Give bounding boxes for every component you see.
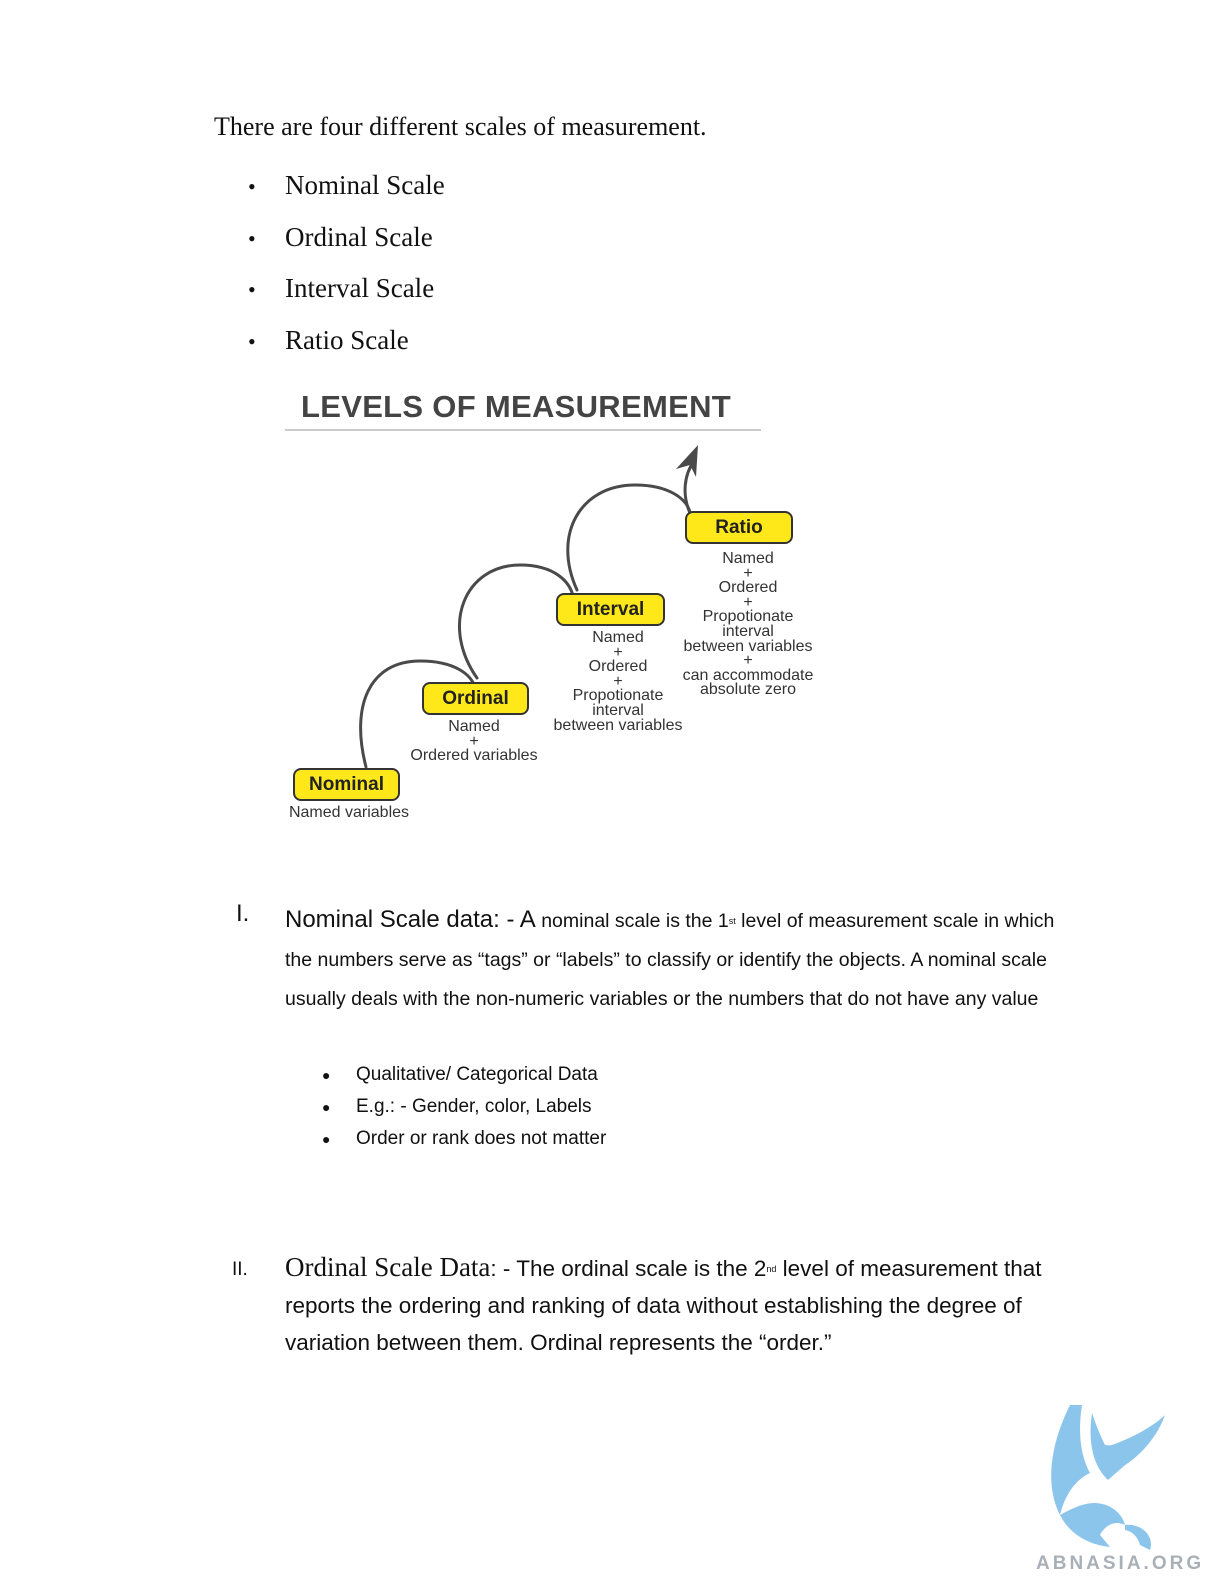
section-heading: Nominal Scale data: - A (285, 906, 536, 933)
level-ratio-desc: Named + Ordered + Propotionate interval between variables + can accommodate absolute zero (682, 550, 814, 699)
list-item: • Interval Scale (248, 273, 435, 303)
level-ordinal: Ordinal (422, 682, 529, 715)
list-item: • Ordinal Scale (248, 221, 433, 252)
nominal-bullets (322, 1064, 606, 1159)
list-item: • Nominal Scale (248, 170, 445, 200)
diagram-title: LEVELS OF MEASUREMENT (301, 389, 731, 424)
level-interval-desc: Named + Ordered + Propotionate interval between variables (553, 629, 683, 734)
griffin-logo-icon (1030, 1385, 1210, 1565)
section-body: Ordinal Scale Data: - The ordinal scale is the 2nd level of measurement that reports the ordering and ranking of data without establishing the degree of variation between them. Ordinal represents the “order.” (285, 1252, 1042, 1355)
intro-text: There are four different scales of measurement. (214, 112, 707, 141)
list-item: • Ratio Scale (248, 324, 409, 355)
level-interval: Interval (556, 593, 665, 626)
section-numeral: I. (236, 900, 250, 927)
section-body: Nominal Scale data: - A nominal scale is the 1st level of measurement scale in which the numbers serve as “tags” or “labels” to classify or identify the objects. A nominal scale usually deals with the non-numeric variables or the numbers that do not have any value (285, 906, 1055, 1010)
section-heading: Ordinal Scale Data (285, 1252, 491, 1282)
level-ordinal-desc: Named + Ordered variables (410, 718, 538, 765)
list-item: ● E.g.: - Gender, color, Labels (322, 1095, 592, 1117)
level-nominal-desc: Named variables (288, 804, 410, 821)
section-numeral: II. (232, 1259, 248, 1280)
watermark-text: ABNASIA.ORG (1036, 1553, 1205, 1574)
list-item: ● Order or rank does not matter (322, 1127, 607, 1149)
level-nominal: Nominal (293, 768, 400, 801)
scale-list (248, 170, 445, 376)
level-ratio: Ratio (685, 511, 793, 544)
levels-diagram (280, 385, 840, 835)
list-item: ● Qualitative/ Categorical Data (322, 1064, 598, 1085)
